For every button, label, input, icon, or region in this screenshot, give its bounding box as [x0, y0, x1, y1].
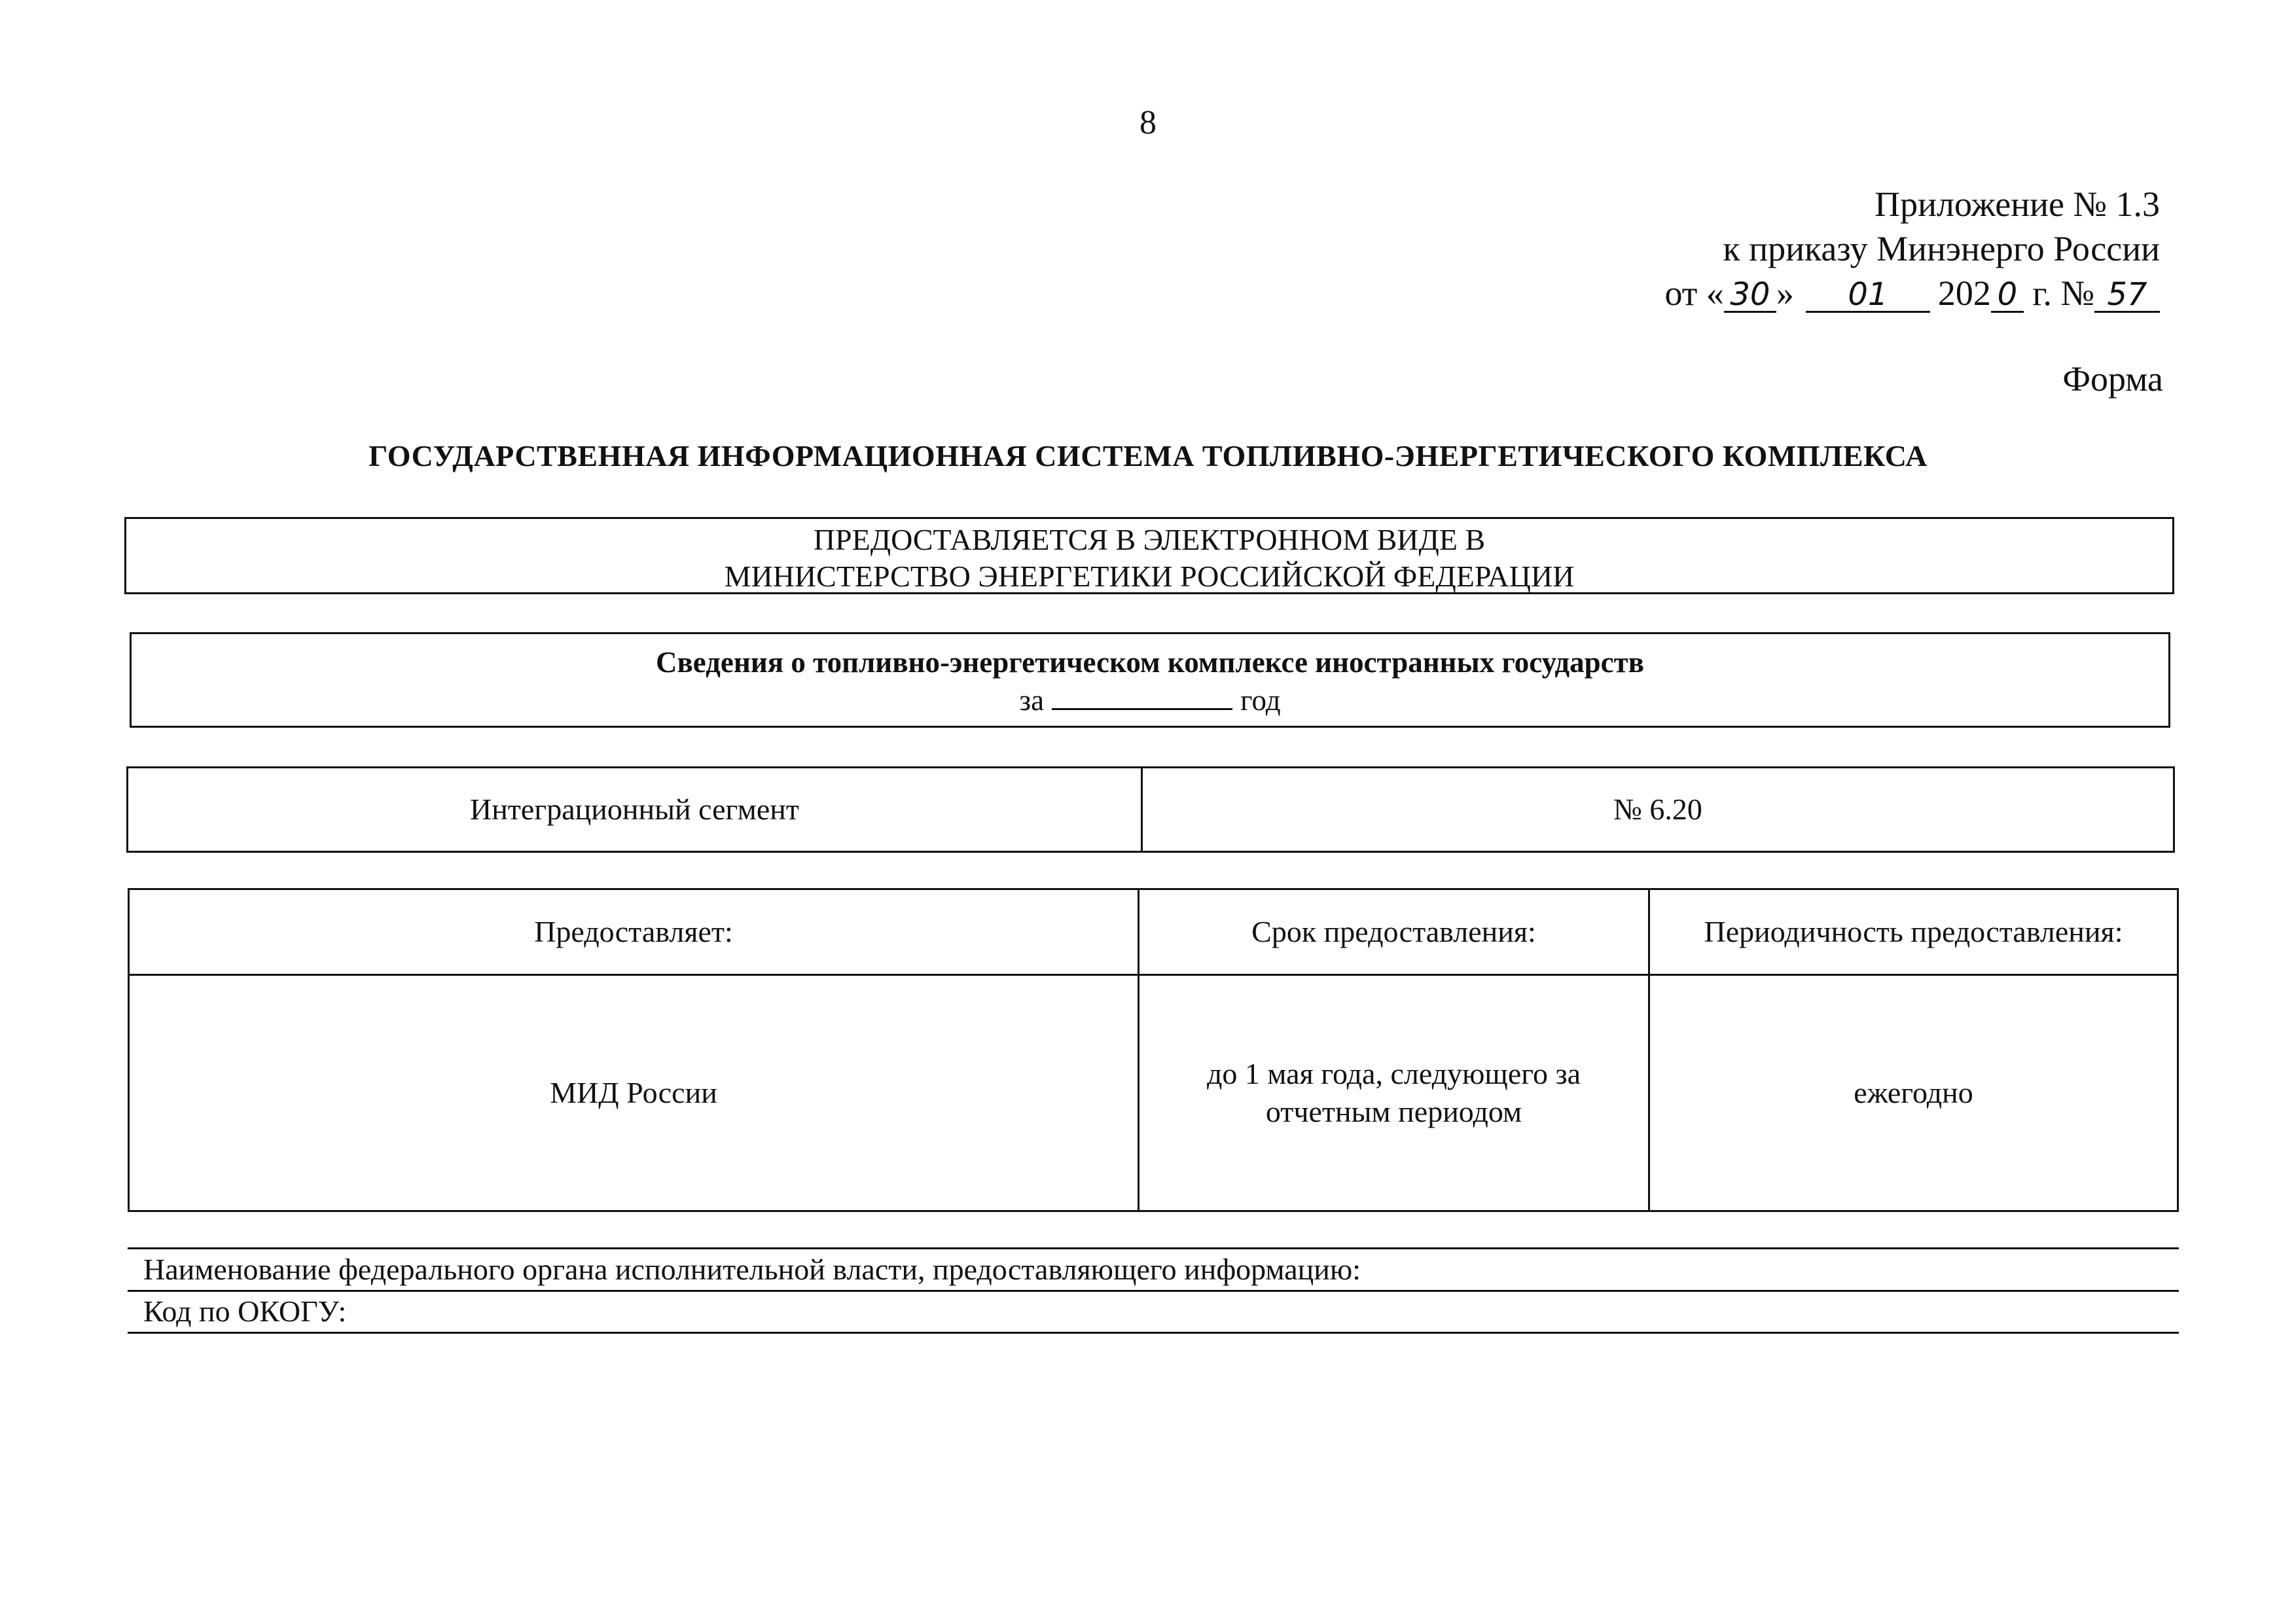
- system-title: ГОСУДАРСТВЕННАЯ ИНФОРМАЦИОННАЯ СИСТЕМА ТОПЛИВНО-ЭНЕРГЕТИЧЕСКОГО КОМПЛЕКСА: [368, 439, 1928, 473]
- submission-box: [124, 517, 2174, 594]
- order-number-prefix: г. №: [2032, 274, 2094, 313]
- period-suffix: год: [1240, 684, 1281, 717]
- period-prefix: за: [1019, 684, 1045, 717]
- header-provider: Предоставляет:: [129, 889, 1139, 975]
- footer-top-rule: [128, 1247, 2179, 1249]
- submission-line-1: ПРЕДОСТАВЛЯЕТСЯ В ЭЛЕКТРОННОМ ВИДЕ В: [813, 523, 1486, 556]
- segment-table: [126, 766, 2175, 853]
- page-number: 8: [1139, 104, 1157, 141]
- okogu-code-field: Код по ОКОГУ:: [128, 1293, 2179, 1334]
- appendix-header: [1309, 182, 2160, 315]
- form-label: Форма: [2062, 359, 2163, 399]
- value-provider: МИД России: [129, 975, 1139, 1211]
- segment-label: Интеграционный сегмент: [128, 768, 1142, 852]
- segment-number: № 6.20: [1142, 768, 2174, 852]
- appendix-title: Приложение № 1.3: [1874, 185, 2160, 224]
- report-title: Сведения о топливно-энергетическом комплексе иностранных государств: [655, 646, 1645, 679]
- value-deadline: до 1 мая года, следующего за отчетным периодом: [1139, 975, 1649, 1211]
- appendix-order-date: [1309, 271, 2160, 315]
- date-prefix: от «: [1664, 274, 1724, 313]
- submission-line-2: МИНИСТЕРСТВО ЭНЕРГЕТИКИ РОССИЙСКОЙ ФЕДЕРАЦИИ: [724, 560, 1575, 593]
- order-number-handwritten: 57: [2094, 278, 2160, 313]
- report-period: [132, 681, 2168, 719]
- date-year-digit-handwritten: 0: [1991, 278, 2024, 313]
- provision-value-row: [129, 975, 2178, 1211]
- header-deadline: Срок предоставления:: [1139, 889, 1649, 975]
- agency-name-field: Наименование федерального органа исполнительной власти, предоставляющего информацию:: [128, 1251, 2179, 1292]
- header-frequency: Периодичность предоставления:: [1649, 889, 2178, 975]
- period-year-blank: [1052, 682, 1232, 710]
- value-frequency: ежегодно: [1649, 975, 2178, 1211]
- date-day-close: »: [1776, 274, 1794, 313]
- provision-table: [128, 888, 2179, 1212]
- date-month-handwritten: 01: [1806, 278, 1930, 313]
- segment-row: [128, 768, 2174, 852]
- date-day-handwritten: 30: [1724, 278, 1776, 313]
- date-year-prefix: 202: [1937, 274, 1991, 313]
- provision-header-row: [129, 889, 2178, 975]
- appendix-order-reference: к приказу Минэнерго России: [1723, 229, 2160, 268]
- report-title-box: [130, 632, 2170, 728]
